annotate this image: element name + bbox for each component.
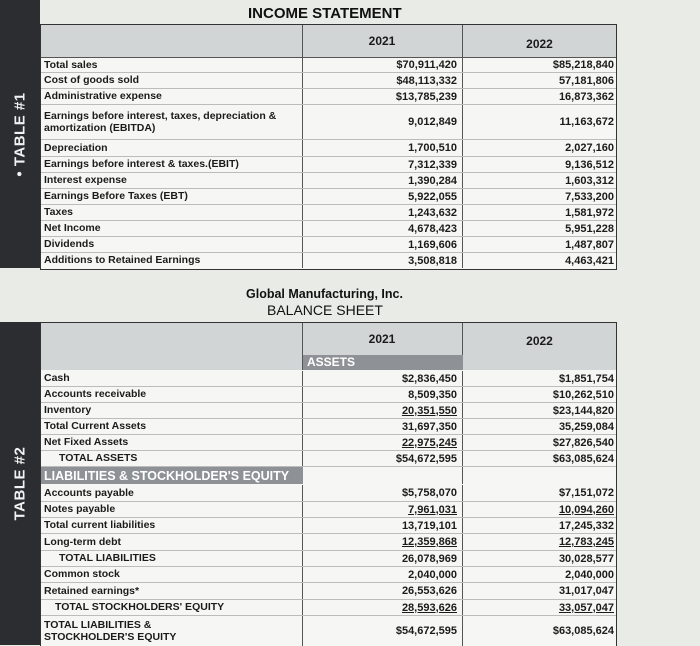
income-col-2022: 2022 [526, 37, 553, 51]
table-row: Total Current Assets 31,697,350 35,259,084 [41, 419, 616, 435]
table-2-side-label: TABLE #2 [0, 322, 40, 645]
balance-col-2021: 2021 [368, 332, 396, 346]
table-row: Net Fixed Assets 22,975,245 $27,826,540 [41, 435, 616, 451]
table-row: Interest expense 1,390,284 1,603,312 [41, 173, 616, 189]
table-row: TOTAL LIABILITIES 26,078,969 30,028,577 [41, 551, 616, 567]
table-row: Notes payable 7,961,031 10,094,260 [41, 502, 616, 518]
table-row: Administrative expense $13,785,239 16,873,362 [41, 89, 616, 105]
table-row: Depreciation 1,700,510 2,027,160 [41, 140, 616, 157]
income-col-2021: 2021 [368, 34, 396, 48]
assets-header: ASSETS [303, 355, 463, 370]
table-row: TOTAL ASSETS $54,672,595 $63,085,624 [41, 451, 616, 467]
table-row: Accounts payable $5,758,070 $7,151,072 [41, 485, 616, 502]
table-row: Earnings before interest, taxes, depreciation & amortization (EBITDA) 9,012,849 11,163,672 [41, 105, 616, 140]
table-row: Total current liabilities 13,719,101 17,245,332 [41, 518, 616, 534]
table-row: Earnings before interest & taxes.(EBIT) 7,312,339 9,136,512 [41, 157, 616, 173]
table-row: TOTAL LIABILITIES & STOCKHOLDER'S EQUITY $54,672,595 $63,085,624 [41, 616, 616, 646]
table-row: Dividends 1,169,606 1,487,807 [41, 237, 616, 253]
table-row: Total sales $70,911,420 $85,218,840 [41, 58, 616, 73]
balance-sheet-title: BALANCE SHEET [267, 302, 383, 318]
table-row: Additions to Retained Earnings 3,508,818 4,463,421 [41, 253, 616, 268]
balance-col-2022: 2022 [526, 334, 553, 348]
table-row: Earnings Before Taxes (EBT) 5,922,055 7,533,200 [41, 189, 616, 205]
table-row: TOTAL STOCKHOLDERS' EQUITY 28,593,626 33,057,047 [41, 600, 616, 616]
table-row: Inventory 20,351,550 $23,144,820 [41, 403, 616, 419]
table-1-side-label: • TABLE #1 [0, 0, 40, 268]
balance-sheet-table [40, 322, 617, 646]
company-name: Global Manufacturing, Inc. [246, 287, 403, 301]
liabilities-equity-header: LIABILITIES & STOCKHOLDER'S EQUITY [41, 467, 303, 484]
table-row: Taxes 1,243,632 1,581,972 [41, 205, 616, 221]
table-row: Retained earnings* 26,553,626 31,017,047 [41, 583, 616, 600]
income-header-blank [41, 25, 303, 57]
table-row: Accounts receivable 8,509,350 $10,262,510 [41, 387, 616, 403]
income-statement-table [40, 24, 617, 270]
table-row: Cash $2,836,450 $1,851,754 [41, 371, 616, 387]
table-row: Long-term debt 12,359,868 12,783,245 [41, 534, 616, 551]
income-statement-title: INCOME STATEMENT [248, 5, 402, 22]
table-row: Common stock 2,040,000 2,040,000 [41, 567, 616, 583]
table-row: Net Income 4,678,423 5,951,228 [41, 221, 616, 237]
table-row: Cost of goods sold $48,113,332 57,181,806 [41, 73, 616, 89]
